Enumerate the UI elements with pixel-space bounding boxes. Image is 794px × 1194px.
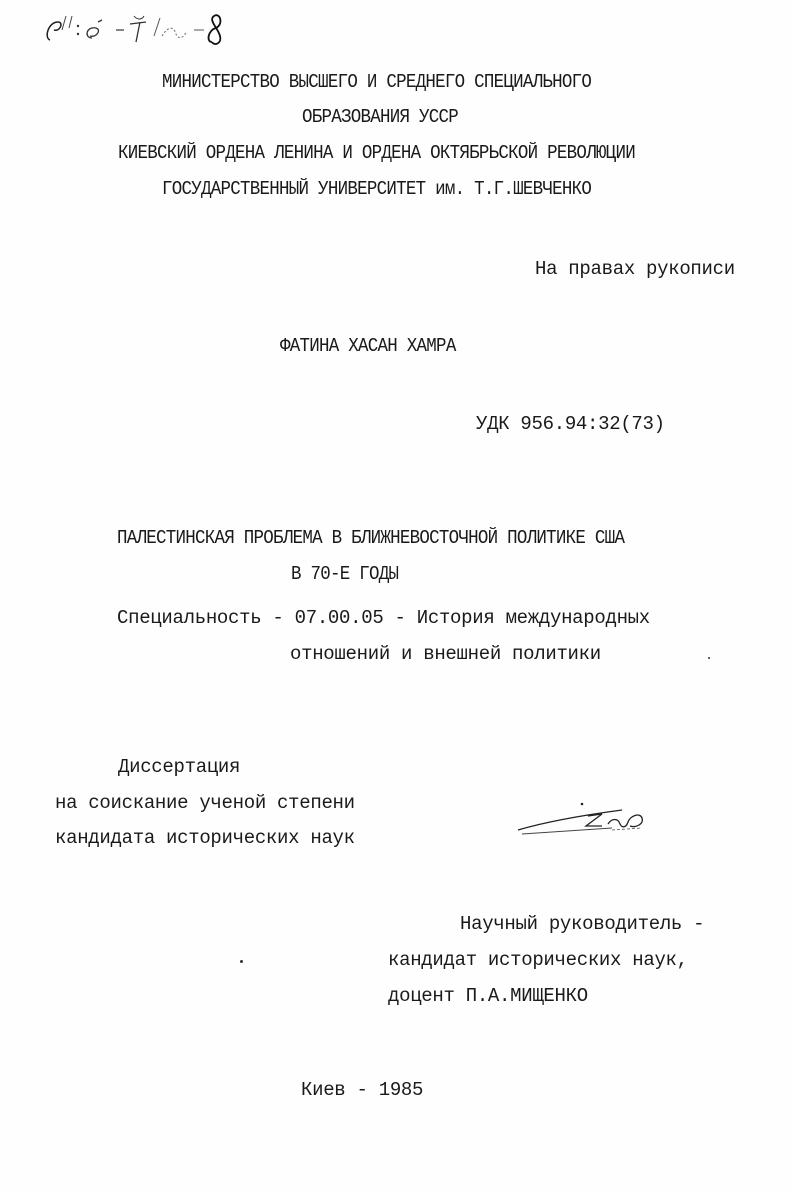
scan-speck [240,960,243,963]
scan-speck [708,657,710,659]
signature [512,800,662,840]
ministry-line-2: ОБРАЗОВАНИЯ УССР [302,106,459,128]
specialty-line-1: Специальность - 07.00.05 - История международных [117,607,650,629]
author-name: ФАТИНА ХАСАН ХАМРА [280,335,456,357]
university-line-2: ГОСУДАРСТВЕННЫЙ УНИВЕРСИТЕТ им. Т.Г.ШЕВЧЕНКО [162,178,592,200]
advisor-degree: кандидат исторических наук, [388,949,688,971]
dissertation-field-line: кандидата исторических наук [55,827,355,849]
dissertation-degree-line: на соискание ученой степени [55,792,355,814]
ministry-line-1: МИНИСТЕРСТВО ВЫСШЕГО И СРЕДНЕГО СПЕЦИАЛЬНОГО [162,71,592,93]
advisor-label: Научный руководитель - [460,913,705,935]
advisor-name: доцент П.А.МИЩЕНКО [388,985,588,1007]
thesis-title-line-2: В 70-Е ГОДЫ [291,563,399,585]
place-year: Киев - 1985 [301,1079,424,1101]
handwritten-catalog-note [30,8,290,48]
manuscript-rights: На правах рукописи [535,258,735,280]
specialty-line-2: отношений и внешней политики [290,643,601,665]
udc-code: УДК 956.94:32(73) [476,413,665,435]
thesis-title-line-1: ПАЛЕСТИНСКАЯ ПРОБЛЕМА В БЛИЖНЕВОСТОЧНОЙ ПОЛИТИКЕ США [117,527,625,549]
university-line-1: КИЕВСКИЙ ОРДЕНА ЛЕНИНА И ОРДЕНА ОКТЯБРЬСКОЙ РЕВОЛЮЦИИ [118,142,635,164]
dissertation-label: Диссертация [118,756,241,778]
